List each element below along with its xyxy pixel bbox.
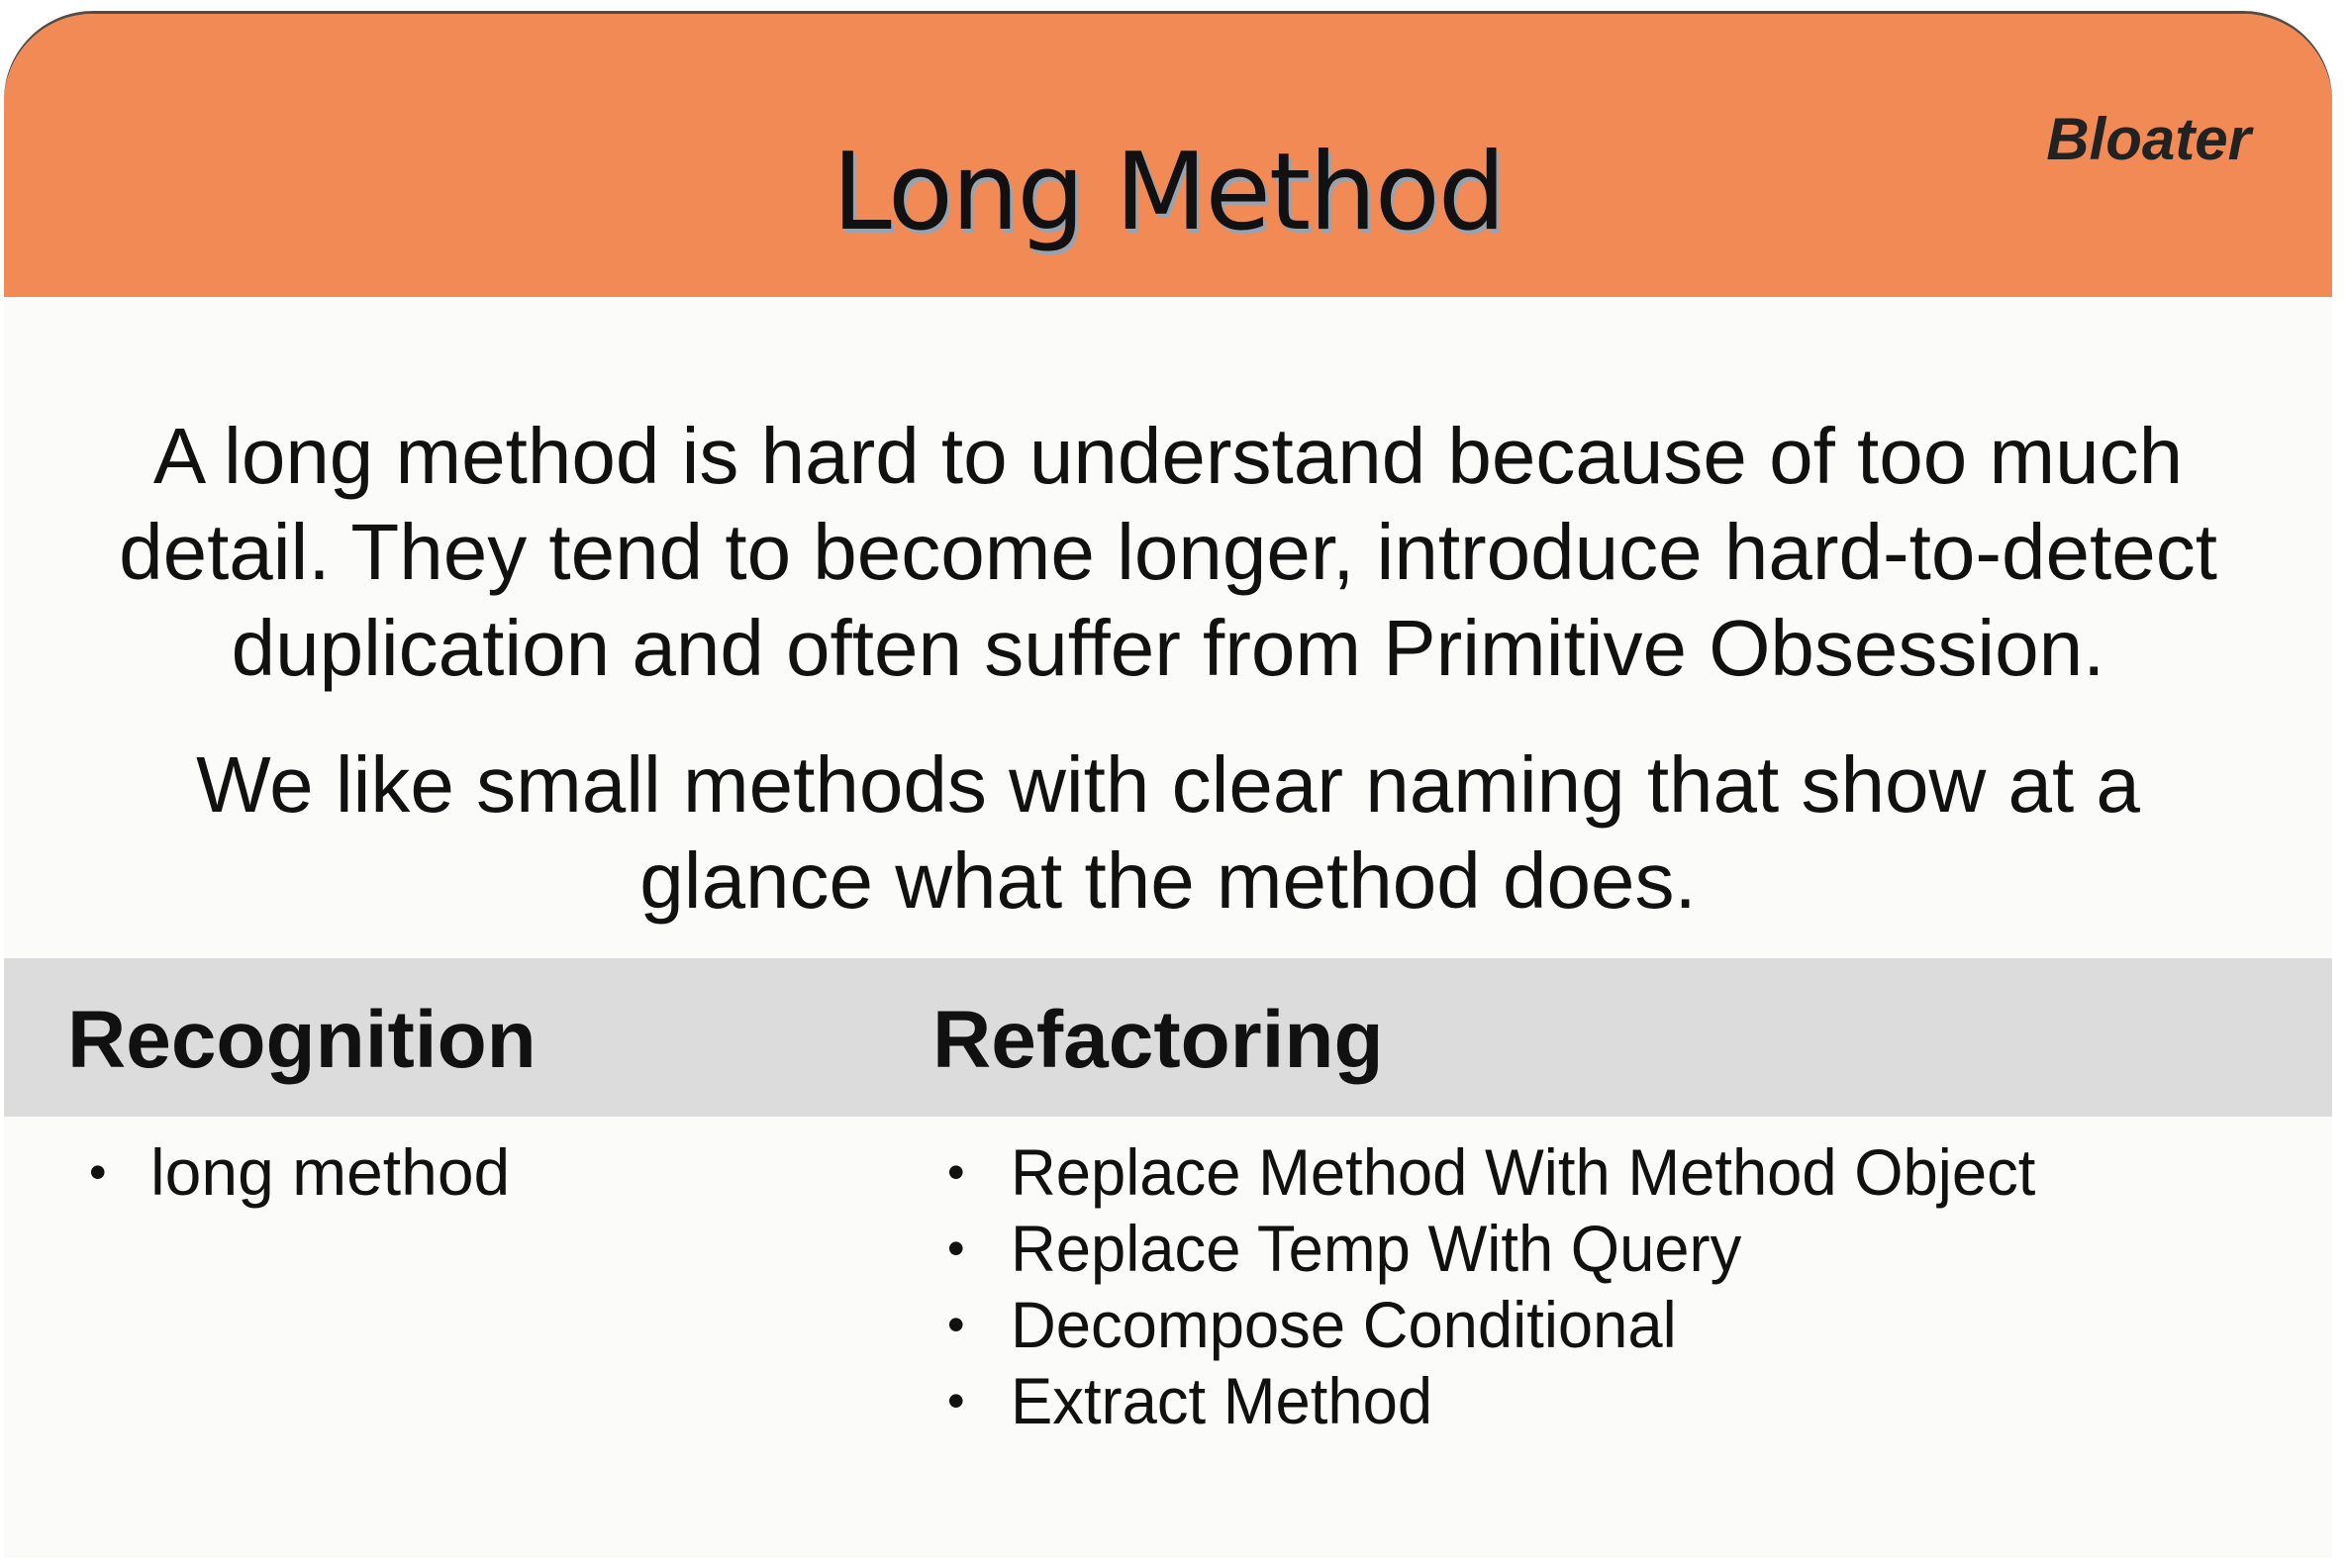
category-label: Bloater xyxy=(2046,106,2251,172)
advice-paragraph xyxy=(4,736,2332,929)
list-item-text: Extract Method xyxy=(1011,1364,1433,1437)
refactoring-list xyxy=(947,1134,2079,1439)
bullet-icon: • xyxy=(947,1373,965,1428)
advice-line: We like small methods with clear naming that show at a xyxy=(196,740,2140,829)
list-item-text: Replace Method With Method Object xyxy=(1011,1135,2036,1209)
code-smell-card xyxy=(4,14,2332,1558)
list-item xyxy=(947,1134,2079,1211)
advice-line: glance what the method does. xyxy=(639,836,1697,925)
description-line: duplication and often suffer from Primitive Obsession. xyxy=(231,604,2105,692)
list-item xyxy=(947,1287,2079,1363)
recognition-list xyxy=(67,1134,510,1211)
list-item-text: long method xyxy=(150,1135,511,1209)
card-header xyxy=(4,14,2332,297)
bullet-icon: • xyxy=(89,1144,107,1200)
description-line: A long method is hard to understand because of too much xyxy=(152,412,2184,500)
description-paragraph xyxy=(4,408,2332,696)
list-item xyxy=(947,1363,2079,1439)
refactoring-heading: Refactoring xyxy=(932,995,1384,1085)
list-item-text: Replace Temp With Query xyxy=(1011,1212,1742,1285)
list-item xyxy=(67,1134,510,1211)
card-title: Long Method xyxy=(832,131,1505,254)
list-item-text: Decompose Conditional xyxy=(1011,1288,1677,1361)
description-line: detail. They tend to become longer, introduce hard-to-detect xyxy=(119,508,2217,596)
bullet-icon: • xyxy=(947,1297,965,1352)
list-item xyxy=(947,1211,2079,1287)
bullet-icon: • xyxy=(947,1144,965,1200)
recognition-heading: Recognition xyxy=(67,995,537,1085)
bullet-icon: • xyxy=(947,1221,965,1276)
